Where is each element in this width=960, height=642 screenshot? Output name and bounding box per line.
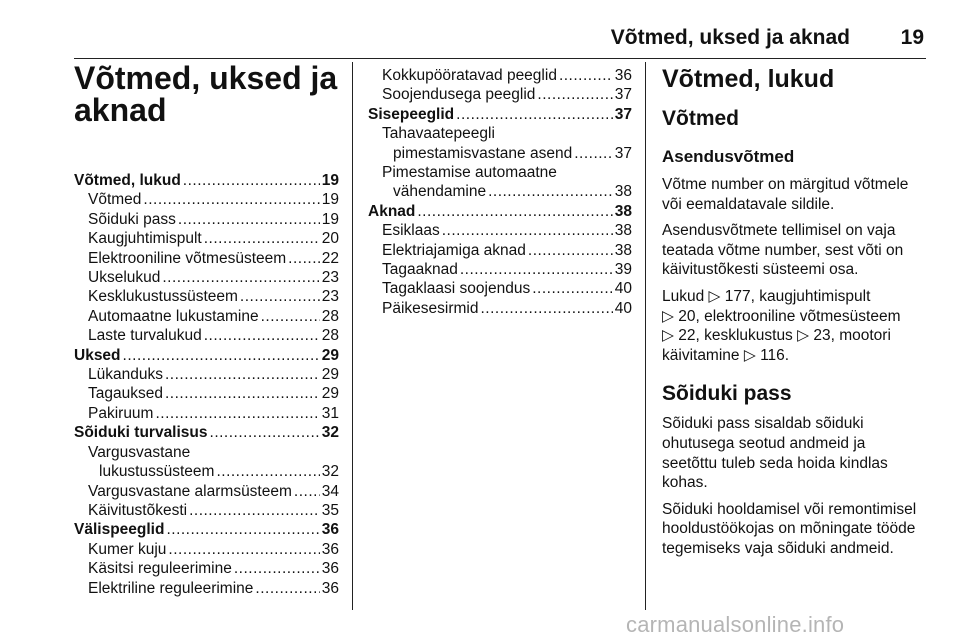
toc-leader-dots	[204, 229, 320, 248]
toc-entry-page: 37	[614, 105, 632, 123]
text-line: ohutusega seotud andmeid ja	[662, 434, 866, 452]
toc-entry[interactable]	[368, 279, 632, 298]
toc-entry-page: 36	[321, 540, 339, 558]
toc-entry[interactable]	[368, 144, 632, 163]
toc-entry-title: Sõiduki pass	[88, 210, 176, 228]
toc-entry[interactable]	[368, 85, 632, 104]
toc-entry[interactable]	[74, 346, 339, 365]
toc-leader-dots	[574, 144, 613, 163]
toc-entry-page: 38	[614, 241, 632, 259]
toc-leader-dots	[165, 365, 320, 384]
toc-entry[interactable]	[74, 423, 339, 442]
toc-leader-dots	[216, 462, 319, 481]
toc-entry[interactable]	[74, 307, 339, 326]
toc-leader-dots	[234, 559, 320, 578]
toc-leader-dots	[460, 260, 613, 279]
toc-entry-title: Võtmed, lukud	[74, 172, 181, 189]
toc-entry-page: 22	[321, 249, 339, 267]
toc-entry-page: 37	[614, 144, 632, 162]
toc-entry-title: Uksed	[74, 346, 121, 364]
paragraph	[662, 414, 932, 492]
toc-entry-page: 23	[321, 288, 339, 306]
toc-entry-page: 19	[321, 172, 339, 189]
toc-leader-dots	[189, 501, 320, 520]
toc-entry-page: 32	[321, 463, 339, 481]
toc-entry[interactable]	[74, 210, 339, 229]
toc-entry[interactable]	[74, 384, 339, 403]
toc-entry-title: Elektrooniline võtmesüsteem	[88, 249, 287, 267]
toc-leader-dots	[417, 202, 612, 221]
subsection-heading: Võtmed	[662, 107, 740, 130]
text-line: hooldustöökojas on mõningate tööde	[662, 520, 916, 538]
toc-entry[interactable]	[74, 404, 339, 423]
text-line: tegemiseks vaja sõiduki andmeid.	[662, 539, 894, 557]
toc-entry-title: vähendamine	[393, 183, 487, 201]
toc-leader-dots	[168, 540, 319, 559]
table-of-contents-col2	[368, 66, 632, 318]
paragraph	[662, 500, 932, 559]
toc-entry-page: 40	[614, 280, 632, 298]
toc-entry-title: Päikesesirmid	[382, 299, 479, 317]
toc-entry-title: Võtmed	[88, 191, 142, 209]
toc-entry-page: 40	[614, 299, 632, 317]
toc-leader-dots	[183, 171, 320, 190]
toc-entry-title: Soojendusega peeglid	[382, 86, 536, 104]
toc-entry-title: Käivitustõkesti	[88, 501, 188, 519]
toc-leader-dots	[210, 423, 320, 442]
toc-entry-title: Välispeeglid	[74, 521, 165, 539]
toc-leader-dots	[255, 579, 319, 598]
toc-leader-dots	[488, 182, 613, 201]
toc-entry-page: 38	[614, 222, 632, 240]
toc-leader-dots	[155, 404, 319, 423]
chapter-title-line: Võtmed, uksed ja	[74, 60, 338, 96]
toc-leader-dots	[178, 210, 320, 229]
paragraph-cross-references	[662, 287, 932, 365]
chapter-title-line: aknad	[74, 92, 167, 128]
text-line: kohas.	[662, 474, 708, 492]
paragraph	[662, 175, 932, 214]
toc-entry-page: 39	[614, 261, 632, 279]
toc-entry[interactable]	[74, 520, 339, 539]
toc-entry-title: Esiklaas	[382, 222, 440, 240]
toc-entry-page: 28	[321, 307, 339, 325]
toc-entry-page: 37	[614, 86, 632, 104]
toc-entry-page: 19	[321, 191, 339, 209]
toc-leader-dots	[442, 221, 613, 240]
toc-leader-dots	[165, 384, 320, 403]
toc-entry[interactable]	[368, 163, 632, 182]
toc-entry-title: Kumer kuju	[88, 540, 167, 558]
column-divider	[645, 62, 646, 610]
text-line: käivitustõkesti süsteemi osa.	[662, 261, 859, 279]
toc-entry[interactable]	[74, 268, 339, 287]
toc-entry[interactable]	[368, 105, 632, 124]
toc-leader-dots	[166, 520, 319, 539]
toc-entry-page: 29	[321, 346, 339, 364]
text-line: teatada võtme number, sest võti on	[662, 241, 904, 259]
toc-entry-page: 38	[614, 202, 632, 220]
toc-entry[interactable]	[368, 182, 632, 201]
toc-entry-title: Kesklukustussüsteem	[88, 288, 238, 306]
toc-entry-title: lukustussüsteem	[99, 463, 215, 481]
header-rule	[74, 58, 926, 59]
subsubsection-heading: Asendusvõtmed	[662, 147, 795, 166]
toc-leader-dots	[537, 85, 612, 104]
toc-leader-dots	[240, 287, 320, 306]
toc-entry-page: 20	[321, 230, 339, 248]
toc-entry[interactable]	[368, 241, 632, 260]
toc-leader-dots	[162, 268, 319, 287]
text-line: või eemaldatavale sildile.	[662, 195, 835, 213]
chapter-title	[74, 62, 344, 126]
toc-entry-title: Automaatne lukustamine	[88, 307, 259, 325]
toc-entry-title: Elektriline reguleerimine	[88, 579, 254, 597]
toc-entry-title: Sisepeeglid	[368, 105, 455, 123]
page-header	[0, 26, 960, 54]
column-divider	[352, 62, 353, 610]
toc-entry[interactable]	[368, 299, 632, 318]
toc-entry[interactable]	[74, 190, 339, 209]
toc-entry-title: Vargusvastane alarmsüsteem	[88, 482, 292, 500]
toc-entry-title: pimestamisvastane asend	[393, 144, 573, 162]
section-heading: Võtmed, lukud	[662, 65, 835, 93]
toc-leader-dots	[123, 346, 320, 365]
text-line: Võtme number on märgitud võtmele	[662, 176, 909, 193]
toc-entry-title: Pimestamise automaatne	[382, 164, 557, 182]
toc-entry[interactable]	[74, 365, 339, 384]
toc-entry-title: Tagaaknad	[382, 261, 458, 279]
toc-leader-dots	[528, 241, 613, 260]
running-title: Võtmed, uksed ja aknad	[610, 26, 850, 49]
toc-leader-dots	[261, 307, 320, 326]
toc-entry[interactable]	[74, 540, 339, 559]
toc-entry-title: Kokkupööratavad peeglid	[382, 67, 557, 84]
toc-leader-dots	[456, 105, 613, 124]
paragraph	[662, 221, 932, 280]
toc-entry-page: 34	[321, 482, 339, 500]
toc-entry-page: 23	[321, 269, 339, 287]
toc-entry-title: Vargusvastane	[88, 443, 191, 461]
toc-entry[interactable]	[74, 482, 339, 501]
toc-entry-page: 38	[614, 183, 632, 201]
toc-leader-dots	[288, 249, 320, 268]
toc-entry-title: Tahavaatepeegli	[382, 125, 495, 143]
toc-entry[interactable]	[74, 249, 339, 268]
toc-entry[interactable]	[368, 260, 632, 279]
text-line[interactable]: ▷ 22, kesklukustus ▷ 23, mootori	[662, 327, 891, 345]
toc-entry-page: 29	[321, 366, 339, 384]
toc-entry-title: Sõiduki turvalisus	[74, 424, 208, 442]
table-of-contents-col1	[74, 171, 339, 598]
toc-entry[interactable]	[74, 443, 339, 462]
toc-entry-title: Tagauksed	[88, 385, 163, 403]
toc-entry[interactable]	[74, 287, 339, 306]
watermark: carmanualsonline.info	[626, 612, 845, 637]
toc-entry[interactable]	[74, 462, 339, 481]
toc-entry-page: 32	[321, 424, 339, 442]
toc-entry-page: 36	[321, 579, 339, 597]
subsection-heading: Sõiduki pass	[662, 382, 792, 406]
toc-entry-page: 29	[321, 385, 339, 403]
toc-leader-dots	[480, 299, 612, 318]
toc-entry-page: 36	[321, 521, 339, 539]
toc-entry-page: 35	[321, 501, 339, 519]
toc-leader-dots	[204, 326, 320, 345]
text-line: Sõiduki pass sisaldab sõiduki	[662, 415, 864, 433]
text-line: Asendusvõtmete tellimisel on vaja	[662, 222, 896, 240]
page-number: 19	[900, 26, 924, 49]
text-line[interactable]: ▷ 20, elektrooniline võtmesüsteem	[662, 307, 901, 325]
toc-entry[interactable]	[368, 66, 632, 85]
toc-leader-dots	[294, 482, 320, 501]
toc-entry[interactable]	[74, 501, 339, 520]
toc-entry-title: Aknad	[368, 202, 416, 220]
toc-entry-title: Tagaklaasi soojendus	[382, 280, 531, 298]
text-line: Sõiduki hooldamisel või remontimisel	[662, 500, 917, 518]
toc-entry[interactable]	[368, 221, 632, 240]
toc-entry-page: 28	[321, 327, 339, 345]
content-column	[662, 64, 932, 559]
toc-entry[interactable]	[74, 229, 339, 248]
toc-entry-page: 36	[614, 67, 632, 84]
toc-entry-title: Kaugjuhtimispult	[88, 230, 202, 248]
toc-entry[interactable]	[368, 202, 632, 221]
toc-entry-title: Käsitsi reguleerimine	[88, 560, 232, 578]
toc-entry-page: 31	[321, 404, 339, 422]
toc-entry[interactable]	[74, 579, 339, 598]
toc-entry-title: Laste turvalukud	[88, 327, 202, 345]
toc-entry-title: Pakiruum	[88, 404, 154, 422]
toc-entry[interactable]	[368, 124, 632, 143]
toc-entry[interactable]	[74, 171, 339, 190]
toc-leader-dots	[143, 190, 319, 209]
toc-entry-title: Ukselukud	[88, 269, 161, 287]
text-line[interactable]: käivitamine ▷ 116.	[662, 346, 790, 364]
text-line[interactable]: Lukud ▷ 177, kaugjuhtimispult	[662, 287, 871, 305]
toc-entry-title: Elektriajamiga aknad	[382, 241, 526, 259]
toc-leader-dots	[532, 279, 613, 298]
toc-leader-dots	[559, 66, 613, 85]
toc-entry[interactable]	[74, 559, 339, 578]
text-line: seetõttu tuleb seda hoida kindlas	[662, 454, 888, 472]
toc-entry-page: 19	[321, 210, 339, 228]
toc-entry-title: Lükanduks	[88, 366, 163, 384]
toc-entry[interactable]	[74, 326, 339, 345]
toc-entry-page: 36	[321, 560, 339, 578]
